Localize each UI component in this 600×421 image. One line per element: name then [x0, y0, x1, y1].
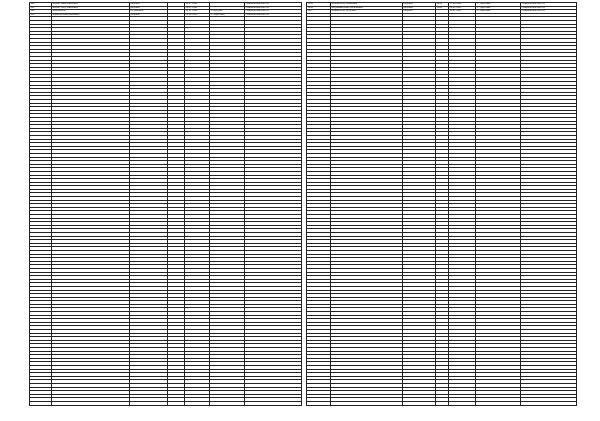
cell-date: 26.01.1943	[449, 6, 476, 10]
cell-num: 960	[30, 3, 52, 7]
cell-rank: рядовой	[130, 13, 168, 17]
cell-year: 1899	[436, 6, 449, 10]
cell-burial: Семеновская Высота	[521, 10, 577, 14]
cell-year	[436, 401, 449, 405]
cell-name: Багмет Иван Иванович	[52, 3, 130, 7]
cell-place: х. Тарасовка	[476, 3, 521, 7]
cell-num: 1007	[307, 10, 331, 14]
cell-date: 26.01.1943	[449, 10, 476, 14]
cell-rank: гв. рядовой	[130, 10, 168, 14]
cell-name	[52, 401, 130, 405]
cell-place: х. Тарасовка	[476, 6, 521, 10]
cell-rank: рядовой	[403, 10, 436, 14]
cell-name: Багмет Петр Иванович	[52, 6, 130, 10]
cell-burial: Семеновская Высота	[245, 3, 302, 7]
cell-num: 962	[30, 10, 52, 14]
table-row	[307, 6, 577, 10]
cell-num: 963	[30, 13, 52, 17]
cell-date: 22.07.1942	[185, 10, 210, 14]
cell-date: 24.07.1942	[185, 3, 210, 7]
cell-rank: рядовой	[130, 6, 168, 10]
left-casualty-table	[29, 2, 302, 406]
cell-rank	[130, 401, 168, 405]
cell-burial: Семеновская Высота	[245, 6, 302, 10]
cell-place: х. Арбузов	[210, 10, 245, 14]
cell-rank: рядовой	[403, 6, 436, 10]
cell-rank: рядовой	[130, 3, 168, 7]
cell-name: Баранов Иван Иванович	[52, 13, 130, 17]
cell-place	[210, 401, 245, 405]
cell-date: 15.08.1942	[449, 3, 476, 7]
cell-name: Бабушкин Иван Васильевич	[331, 6, 403, 10]
cell-place: х. Тарасовка	[476, 10, 521, 14]
cell-burial: Семеновская Высота	[521, 6, 577, 10]
table-row	[307, 401, 577, 405]
cell-place: х. Тарасовка	[210, 13, 245, 17]
cell-num: 1005	[307, 3, 331, 7]
cell-name: Бажин Петр Петрович	[331, 10, 403, 14]
cell-date: 24.07.1942	[185, 6, 210, 10]
cell-burial: Семеновская Высота	[245, 13, 302, 17]
cell-name: Байбаков А.	[52, 10, 130, 14]
table-row	[30, 401, 302, 405]
cell-name: Бабкин Петр Иванович	[331, 3, 403, 7]
cell-num	[30, 401, 52, 405]
cell-burial	[245, 401, 302, 405]
right-table-sheet	[306, 2, 576, 406]
cell-date	[449, 401, 476, 405]
right-casualty-table	[306, 2, 577, 406]
cell-num	[307, 401, 331, 405]
cell-num: 961	[30, 6, 52, 10]
cell-rank	[403, 401, 436, 405]
cell-num: 1006	[307, 6, 331, 10]
cell-date	[185, 401, 210, 405]
cell-place	[476, 401, 521, 405]
cell-name	[331, 401, 403, 405]
cell-year: 1924	[436, 3, 449, 7]
left-table-sheet	[29, 2, 301, 406]
table-row	[307, 3, 577, 7]
cell-date: 09.02.1943	[185, 13, 210, 17]
cell-rank: рядовой	[403, 3, 436, 7]
cell-year	[168, 401, 185, 405]
cell-burial: Семеновская Высота	[521, 3, 577, 7]
cell-burial: Семеновская Высота	[245, 10, 302, 14]
cell-burial	[521, 401, 577, 405]
